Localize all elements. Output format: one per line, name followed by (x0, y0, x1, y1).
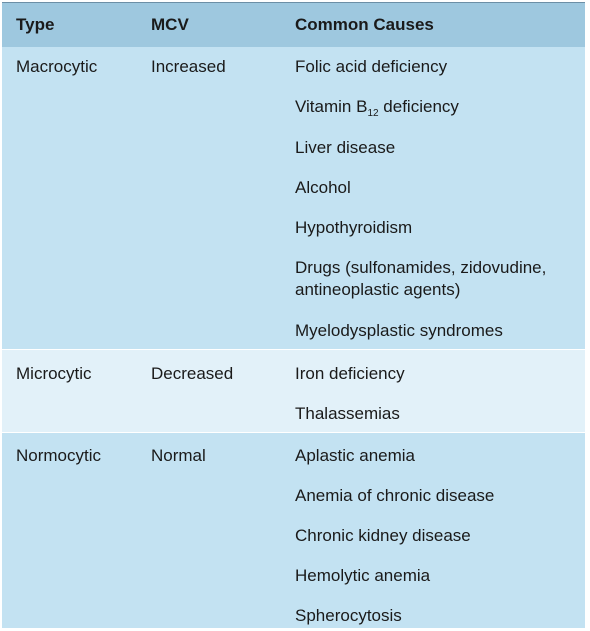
cause-item: Folic acid deficiency (295, 57, 448, 76)
cause-text: deficiency (378, 97, 459, 116)
cause-item: Anemia of chronic disease (295, 486, 495, 505)
cause-item: Aplastic anemia (295, 446, 416, 465)
cause-text: Vitamin B (295, 97, 368, 116)
cause-item: Hypothyroidism (295, 218, 413, 237)
mcv-cell: Normal (151, 446, 206, 465)
cause-item: Hemolytic anemia (295, 566, 431, 585)
cause-item: Iron deficiency (295, 364, 405, 383)
header-causes: Common Causes (295, 15, 434, 34)
mcv-cell: Increased (151, 57, 226, 76)
subscript: 12 (367, 108, 379, 119)
mcv-cell: Decreased (151, 364, 234, 383)
type-cell: Normocytic (16, 446, 102, 465)
cause-item-vitamin-b12 (295, 96, 459, 118)
type-cell: Microcytic (16, 364, 92, 383)
cause-item: Chronic kidney disease (295, 526, 471, 545)
cause-item: Myelodysplastic syndromes (295, 321, 503, 340)
type-cell: Macrocytic (16, 57, 98, 76)
header-mcv: MCV (151, 15, 189, 34)
header-type: Type (16, 15, 55, 34)
group-macrocytic (2, 47, 585, 349)
cause-item: Alcohol (295, 178, 351, 197)
cause-item: Spherocytosis (295, 606, 402, 625)
cause-item: Drugs (sulfonamides, zidovudine, antineoplastic agents) (295, 258, 547, 299)
cause-item: Thalassemias (295, 404, 400, 423)
group-normocytic (2, 433, 585, 628)
anemia-classification-table (2, 2, 585, 627)
cause-item: Liver disease (295, 138, 396, 157)
table-header-row (2, 3, 585, 47)
group-microcytic (2, 350, 585, 432)
